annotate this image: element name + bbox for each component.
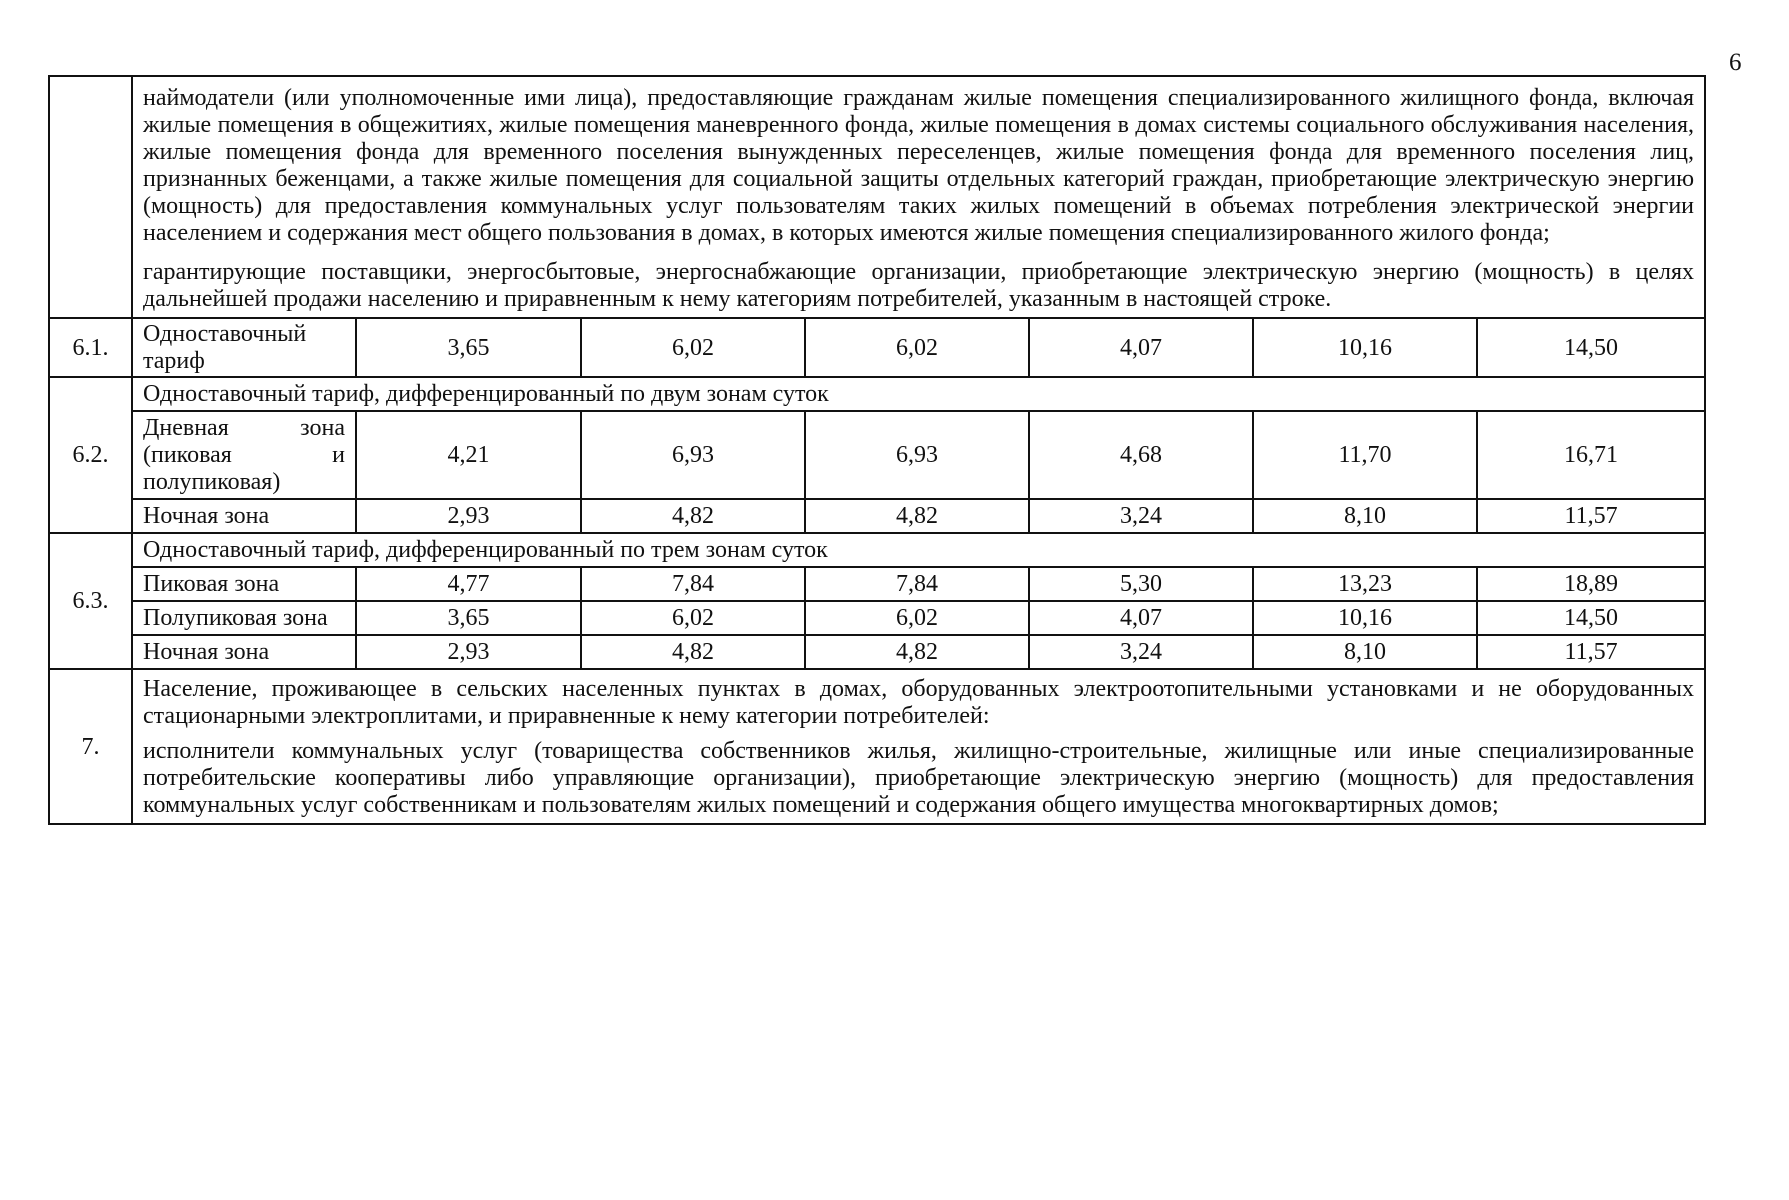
value-cell: 6,93 — [805, 411, 1029, 499]
value-cell: 4,77 — [356, 567, 581, 601]
zone-label: Ночная зона — [132, 635, 356, 669]
tariff-table — [48, 75, 1706, 825]
intro-paragraph-suppliers: гарантирующие поставщики, энергосбытовые, энергоснабжающие организации, приобретающие электрическую энергию (мощность) в целях дальнейшей продажи населению и приравненным к нему категориям потребителей, указанным в настоящей строке. — [143, 259, 1695, 312]
value-cell: 6,02 — [805, 601, 1029, 635]
value-cell: 4,82 — [581, 635, 805, 669]
value-cell: 3,24 — [1029, 635, 1253, 669]
table-row-6-2-heading — [49, 377, 1705, 411]
page-number: 6 — [1729, 49, 1742, 76]
value-cell: 6,93 — [581, 411, 805, 499]
zone-label: Дневная зона (пиковая и полупиковая) — [132, 411, 356, 499]
section-heading: Одноставочный тариф, дифференцированный по трем зонам суток — [132, 533, 1705, 567]
value-cell: 13,23 — [1253, 567, 1477, 601]
value-cell: 4,07 — [1029, 318, 1253, 377]
value-cell: 10,16 — [1253, 601, 1477, 635]
value-cell: 6,02 — [805, 318, 1029, 377]
value-cell: 7,84 — [581, 567, 805, 601]
value-cell: 4,82 — [805, 499, 1029, 533]
value-cell: 6,02 — [581, 318, 805, 377]
value-cell: 14,50 — [1477, 601, 1705, 635]
value-cell: 5,30 — [1029, 567, 1253, 601]
value-cell: 4,07 — [1029, 601, 1253, 635]
table-row-7 — [49, 669, 1705, 824]
intro-row — [49, 76, 1705, 318]
intro-paragraph-landlords: наймодатели (или уполномоченные ими лица), предоставляющие гражданам жилые помещения специализированного жилищного фонда, включая жилые помещения в общежитиях, жилые помещения маневренного фонда, жилые помещения в домах системы социального обслуживания населения, жилые помещения фонда для временного поселения вынужденных переселенцев, жилые помещения фонда для временного поселения лиц, признанных беженцами, а также жилые помещения для социальной защиты отдельных категорий граждан, приобретающие электрическую энергию (мощность) для предоставления коммунальных услуг пользователям таких жилых помещений в объемах потребления электрической энергии населением и содержания мест общего пользования в домах, в которых имеются жилые помещения специализированного жилого фонда; — [143, 85, 1695, 246]
intro-num-cell — [49, 76, 132, 318]
value-cell: 8,10 — [1253, 499, 1477, 533]
section-heading: Одноставочный тариф, дифференцированный по двум зонам суток — [132, 377, 1705, 411]
table-row-6-2-day — [49, 411, 1705, 499]
table-row-6-1 — [49, 318, 1705, 377]
value-cell: 11,57 — [1477, 499, 1705, 533]
value-cell: 8,10 — [1253, 635, 1477, 669]
intro-text-cell — [132, 76, 1705, 318]
value-cell: 2,93 — [356, 499, 581, 533]
zone-label: Пиковая зона — [132, 567, 356, 601]
row-number: 7. — [49, 669, 132, 824]
row-number: 6.2. — [49, 377, 132, 533]
row-number: 6.3. — [49, 533, 132, 669]
table-row-6-3-halfpeak — [49, 601, 1705, 635]
tariff-label: Одноставочный тариф — [132, 318, 356, 377]
value-cell: 14,50 — [1477, 318, 1705, 377]
rural-population-paragraph: Население, проживающее в сельских населенных пунктах в домах, оборудованных электроотопительными установками и не оборудованных стационарными электроплитами, и приравненные к нему категории потребителей: — [143, 676, 1695, 729]
zone-label: Ночная зона — [132, 499, 356, 533]
value-cell: 4,82 — [805, 635, 1029, 669]
value-cell: 3,65 — [356, 318, 581, 377]
value-cell: 11,70 — [1253, 411, 1477, 499]
value-cell: 4,21 — [356, 411, 581, 499]
table-row-6-3-peak — [49, 567, 1705, 601]
value-cell: 4,82 — [581, 499, 805, 533]
value-cell: 18,89 — [1477, 567, 1705, 601]
value-cell: 3,24 — [1029, 499, 1253, 533]
row-7-text-cell — [132, 669, 1705, 824]
value-cell: 3,65 — [356, 601, 581, 635]
zone-label: Полупиковая зона — [132, 601, 356, 635]
value-cell: 6,02 — [581, 601, 805, 635]
value-cell: 16,71 — [1477, 411, 1705, 499]
value-cell: 2,93 — [356, 635, 581, 669]
table-row-6-3-heading — [49, 533, 1705, 567]
row-number: 6.1. — [49, 318, 132, 377]
value-cell: 7,84 — [805, 567, 1029, 601]
table-row-6-2-night — [49, 499, 1705, 533]
utility-providers-paragraph: исполнители коммунальных услуг (товарищества собственников жилья, жилищно-строительные, жилищные или иные специализированные потребительские кооперативы либо управляющие организации), приобретающие электрическую энергию (мощность) для предоставления коммунальных услуг собственникам и пользователям жилых помещений и содержания общего имущества многоквартирных домов; — [143, 738, 1695, 818]
value-cell: 4,68 — [1029, 411, 1253, 499]
table-row-6-3-night — [49, 635, 1705, 669]
value-cell: 11,57 — [1477, 635, 1705, 669]
value-cell: 10,16 — [1253, 318, 1477, 377]
